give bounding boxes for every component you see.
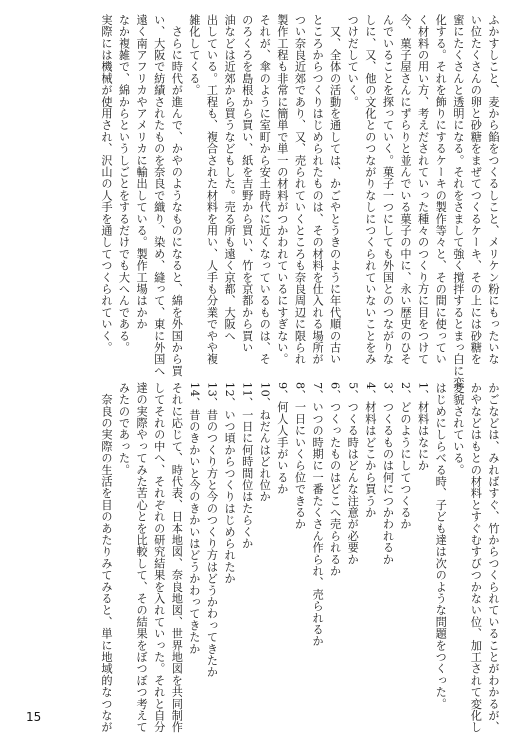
top-text-line: い位たくさんの卵と砂糖をまぜてつくるケーキ、その上には砂糖を (469, 14, 483, 365)
bottom-text-line: 変貌されている。 (451, 382, 465, 476)
bottom-text-line: はじめにしらべる時、子ども達は次のような問題をつくった。 (434, 382, 448, 710)
top-text-line: さらに時代が進んで、かやのようなものになると、綿を外国から買 (170, 14, 184, 377)
top-text-line: 油などは近郊から買うなどもした。売る所も遠く京都、大阪へ (223, 14, 237, 342)
top-text-line: 実際には機械が使用され、沢山の人手を通してつくられていく。 (99, 14, 113, 354)
bottom-text-line: 4、材料はどこから買うか (363, 382, 377, 519)
bottom-text-line: かごなどは、みればすぐ、竹からつくられていることがわかるが、 (487, 382, 500, 733)
bottom-text-line: 2、どのようにしてつくるか (399, 382, 413, 531)
top-text-line: んでいることを探っていく。菓子一つにしても外国とのつながりな (381, 14, 395, 365)
top-text-line: い、大阪で紡績されたものを奈良で織り、染め、縫って、東に外国へ (152, 14, 166, 377)
top-text-block (97, 14, 502, 389)
bottom-text-line: 7、いつの時期に一番たくさん作られ、売られるか (311, 382, 325, 648)
bottom-text-line: それに応じて、時代表、日本地図、奈良地図、世界地図を共同制作 (170, 382, 184, 733)
bottom-text-line: かやなどはもとの材料とすぐむすびつかない位、加工されて変化し (469, 382, 483, 733)
bottom-text-line: 1、材料はなにか (416, 382, 430, 472)
top-text-line: 遠く南アフリカやアメリカに輸出している。製作工場はかか (135, 14, 149, 330)
bottom-text-block (97, 382, 502, 733)
top-text-line: 製作工程も非常に簡単で単一の材料がつかわれているにすぎない。 (275, 14, 289, 365)
top-text-line: 出している。工程も、複合された材料を用い、人手も分業でやや複 (205, 14, 219, 365)
top-text-line: ところからつくりはじめられたものは、その材料を仕入れる場所が (311, 14, 325, 365)
bottom-text-line: 12、いつ頃からつくりはじめられたか (223, 382, 237, 585)
bottom-text-line: 9、何人人手がいるか (275, 382, 289, 495)
bottom-text-line: してそれの中へ、それぞれの研究結果を入れていった。それと自分 (152, 382, 166, 733)
bottom-text-line: 3、つくるものは何につかわれるか (381, 382, 395, 566)
bottom-text-line: 6、つくったものはどこへ売られるか (328, 382, 342, 577)
bottom-text-line: 10、ねだんはどれ位か (258, 382, 272, 503)
top-text-line: 雑化してくる。 (187, 14, 201, 96)
top-text-line: 化する。それを飾りにするケーキの製作等々と、その間に使ってい (434, 14, 448, 365)
bottom-text-line: みたのであった。 (117, 382, 131, 476)
top-text-line: く材料の用い方、考えだされていった種々のつくり方に目をつけて (416, 14, 430, 365)
top-text-line: なか複雑で、綿からというしごとをするだけでも大へんである。 (117, 14, 131, 354)
top-text-line: しに、又、他の文化とのつながりなしにつくられていないことをみ (363, 14, 377, 365)
top-text-line: のろくろを島根から買い、紙を吉野から買い、竹を京都から買い (240, 14, 254, 354)
bottom-text-line: 8、一日にいくら位できるか (293, 382, 307, 531)
bottom-text-line: 5、つくる時はどんな注意が必要か (346, 382, 360, 566)
bottom-text-line: 13、昔のつくり方と今のつくり方はどうかわってきたか (205, 382, 219, 679)
bottom-text-line: 14、昔のきかいと今のきかいはどうかわってきたか (187, 382, 201, 655)
top-text-line: それが、傘のように室町から安土時代に近くなっているものは、そ (258, 14, 272, 365)
top-text-line: つけだしていく。 (346, 14, 360, 108)
top-text-line: 蜜にたくさんと透明になる。それをさまして強く撹拌するとまっ白に変 (451, 14, 465, 389)
top-text-line: つい奈良近郊であり、又、売られていくところも奈良周辺に限られ (293, 14, 307, 365)
page-number: 15 (26, 710, 42, 724)
bottom-text-line: 11、一日に何時間位はたらくか (240, 382, 254, 550)
top-text-line: ふかすしこと、麦から餡をつくるしこと、メリケン粉にもったいな (487, 14, 500, 365)
top-text-line: 今、菓子屋さんにずらりと並んでいる菓子の中に、永い歴史のひそ (399, 14, 413, 365)
top-text-line: 又、全体の活動を通しては、かごやとうきのように年代順の古い (328, 14, 342, 365)
bottom-text-line: 奈良の実際の生活を目のあたりみてみると、単に地域的なつなが (99, 382, 113, 733)
bottom-text-line: 達の実際やってみた苦心とを比較して、その結果をぼつぼつ考えて (135, 382, 149, 733)
